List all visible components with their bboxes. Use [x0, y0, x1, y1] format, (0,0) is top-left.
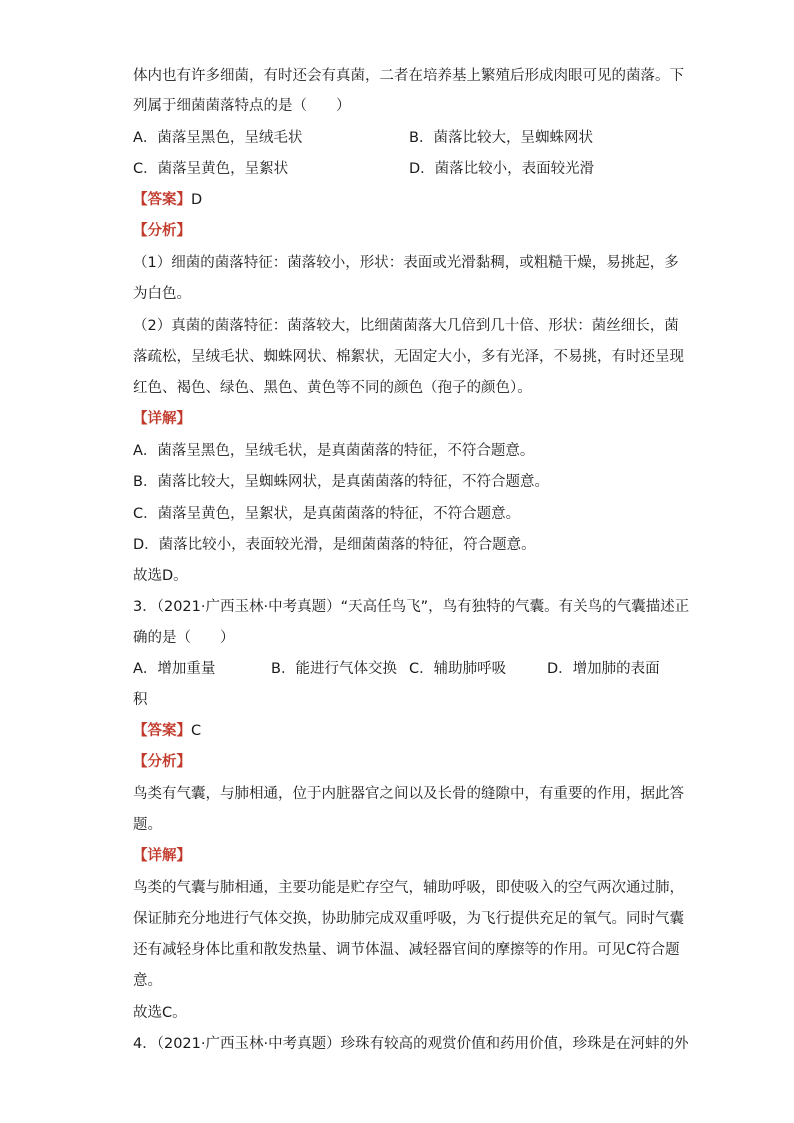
q3-detail-line: 意。 [133, 973, 162, 989]
q2-option-b: B．菌落比较大，呈蜘蛛网状 [409, 130, 593, 146]
q2-answer [133, 190, 202, 210]
answer-value: D [191, 192, 203, 208]
q2-stem-line-1: 体内也有许多细菌，有时还会有真菌，二者在培养基上繁殖后形成肉眼可见的菌落。下 [133, 68, 684, 84]
q2-analysis-line: 落疏松，呈绒毛状、蜘蛛网状、棉絮状，无固定大小，多有光泽，不易挑，有时还呈现 [133, 349, 684, 365]
q3-stem-line-2: 确的是（ ） [133, 630, 235, 646]
analysis-tag: 【分析】 [133, 754, 191, 770]
q2-analysis-line: （1）细菌的菌落特征：菌落较小，形状：表面或光滑黏稠，或粗糙干燥，易挑起，多 [133, 255, 679, 271]
q2-option-a: A．菌落呈黑色，呈绒毛状 [133, 130, 303, 146]
q3-detail-line: 还有减轻身体比重和散发热量、调节体温、减轻器官间的摩擦等的作用。可见C符合题 [133, 942, 680, 958]
q2-analysis-line: 红色、褐色、绿色、黑色、黄色等不同的颜色（孢子的颜色）。 [133, 380, 532, 396]
q2-analysis-heading [133, 221, 191, 241]
q2-detail-line: A．菌落呈黑色，呈绒毛状，是真菌菌落的特征，不符合题意。 [133, 443, 535, 459]
detail-tag: 【详解】 [133, 848, 191, 864]
q3-answer [133, 721, 201, 741]
q2-analysis-line: 为白色。 [133, 286, 191, 302]
analysis-tag: 【分析】 [133, 223, 191, 239]
q3-option-d: D．增加肺的表面 [547, 661, 660, 677]
q4-stem-line-1: 4．（2021·广西玉林·中考真题）珍珠有较高的观赏价值和药用价值，珍珠是在河蚌的外 [133, 1036, 689, 1052]
q3-option-b: B．能进行气体交换 [271, 661, 397, 677]
q3-analysis-line: 鸟类有气囊，与肺相通，位于内脏器官之间以及长骨的缝隙中，有重要的作用，据此答 [133, 786, 684, 802]
detail-tag: 【详解】 [133, 411, 191, 427]
q2-stem-line-2: 列属于细菌菌落特点的是（ ） [133, 98, 351, 114]
q3-analysis-heading [133, 752, 191, 772]
q3-detail-heading [133, 846, 191, 866]
q2-conclusion: 故选D。 [133, 568, 188, 584]
q2-detail-line: D．菌落比较小，表面较光滑，是细菌菌落的特征，符合题意。 [133, 537, 536, 553]
q2-detail-line: C．菌落呈黄色，呈絮状，是真菌菌落的特征，不符合题意。 [133, 506, 521, 522]
q3-option-c: C．辅助肺呼吸 [409, 661, 507, 677]
answer-tag: 【答案】 [133, 723, 191, 739]
q2-option-d: D．菌落比较小，表面较光滑 [409, 161, 595, 177]
answer-tag: 【答案】 [133, 192, 191, 208]
q2-option-c: C．菌落呈黄色，呈絮状 [133, 161, 289, 177]
q3-conclusion: 故选C。 [133, 1005, 187, 1021]
q2-detail-heading [133, 409, 191, 429]
q3-analysis-line: 题。 [133, 817, 162, 833]
q2-analysis-line: （2）真菌的菌落特征：菌落较大，比细菌菌落大几倍到几十倍、形状：菌丝细长，菌 [133, 318, 679, 334]
q2-detail-line: B．菌落比较大，呈蜘蛛网状，是真菌菌落的特征，不符合题意。 [133, 474, 549, 490]
answer-value: C [191, 723, 202, 739]
q3-option-d-wrap: 积 [133, 692, 148, 708]
q3-detail-line: 保证肺充分地进行气体交换，协助肺完成双重呼吸，为飞行提供充足的氧气。同时气囊 [133, 911, 684, 927]
q3-detail-line: 鸟类的气囊与肺相通，主要功能是贮存空气，辅助呼吸，即使吸入的空气两次通过肺， [133, 880, 684, 896]
q3-stem-line-1: 3．（2021·广西玉林·中考真题）“天高任鸟飞”，鸟有独特的气囊。有关鸟的气囊描述正 [133, 599, 690, 615]
q3-option-a: A．增加重量 [133, 661, 216, 677]
